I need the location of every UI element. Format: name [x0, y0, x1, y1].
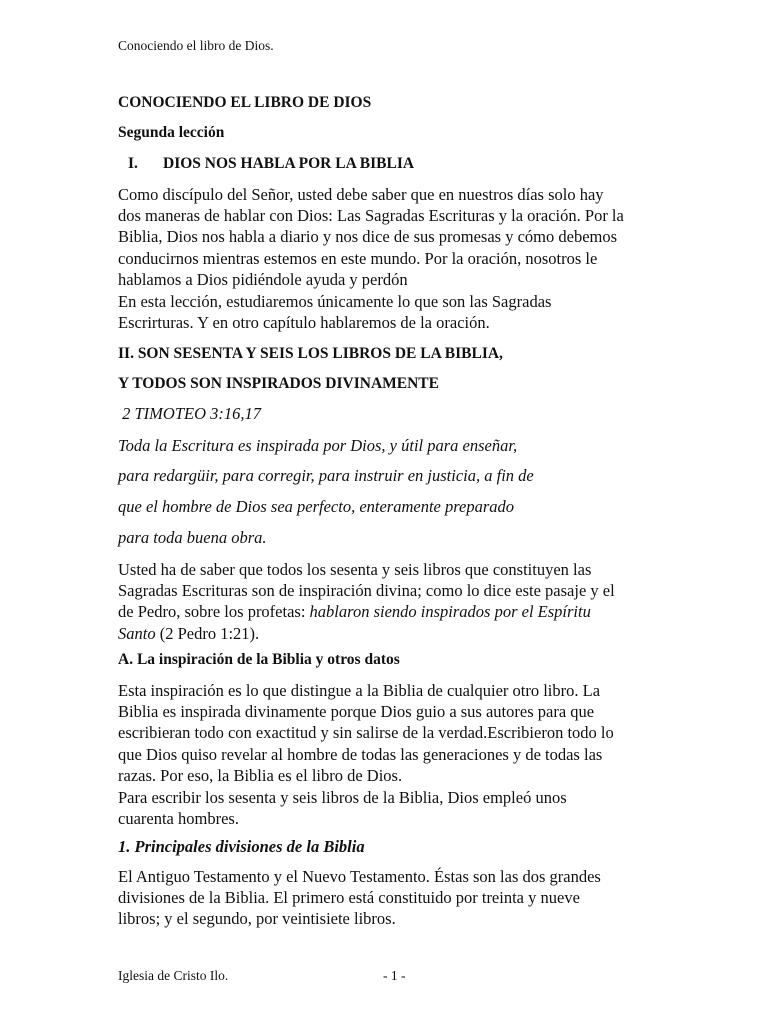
section-2-heading-line-1: II. SON SESENTA Y SEIS LOS LIBROS DE LA BIBLIA, [118, 345, 503, 362]
subsection-a-paragraph-1 [118, 680, 663, 786]
text-line: Para escribir los sesenta y seis libros de la Biblia, Dios empleó unos [118, 788, 567, 807]
text-line: dos maneras de hablar con Dios: Las Sagradas Escrituras y la oración. Por la [118, 206, 624, 226]
lesson-subtitle: Segunda lección [118, 124, 225, 141]
text-line: Biblia es inspirada divinamente porque Dios guio a sus autores para que [118, 702, 595, 722]
scripture-quote-line: para toda buena obra. [118, 528, 267, 547]
italic-quote-run: hablaron siendo inspirados por el Espíritu [309, 602, 591, 622]
document-title: CONOCIENDO EL LIBRO DE DIOS [118, 94, 372, 111]
text-line [118, 623, 663, 644]
section-2-heading-line-2: Y TODOS SON INSPIRADOS DIVINAMENTE [118, 375, 439, 392]
text-line: que Dios quiso revelar al hombre de todas las generaciones y de todas las [118, 744, 603, 764]
text-line: conducirnos mientras estemos en este mundo. Por la oración, nosotros le [118, 248, 598, 268]
text-line [118, 601, 663, 622]
citation-run: (2 Pedro 1:21). [155, 623, 260, 643]
text-line: En esta lección, estudiaremos únicamente lo que son las Sagradas [118, 292, 552, 311]
text-line: Como discípulo del Señor, usted debe saber que en nuestros días solo hay [118, 185, 604, 204]
text-line: cuarenta hombres. [118, 809, 239, 829]
text-line: Biblia, Dios nos habla a diario y nos dice de sus promesas y cómo debemos [118, 227, 618, 247]
text-line: Escrirturas. Y en otro capítulo hablaremos de la oración. [118, 313, 490, 333]
scripture-quote-line: Toda la Escritura es inspirada por Dios, y útil para enseñar, [118, 436, 518, 455]
text-line: divisiones de la Biblia. El primero está constituido por treinta y nueve [118, 888, 580, 908]
running-header: Conociendo el libro de Dios. [118, 38, 274, 53]
scripture-quote-line: para redargüir, para corregir, para instruir en justicia, a fin de [118, 466, 534, 485]
text-line: Sagradas Escrituras son de inspiración divina; como lo dice este pasaje y el [118, 581, 615, 601]
text-line: Esta inspiración es lo que distingue a la Biblia de cualquier otro libro. La [118, 681, 601, 700]
subsection-1-heading: 1. Principales divisiones de la Biblia [118, 837, 365, 856]
text-line: Usted ha de saber que todos los sesenta y seis libros que constituyen las [118, 560, 592, 579]
text-line: hablamos a Dios pidiéndole ayuda y perdón [118, 269, 408, 289]
subsection-1-paragraph [118, 866, 663, 930]
section-1-heading: DIOS NOS HABLA POR LA BIBLIA [163, 155, 415, 172]
text-line: escribieran todo con exactitud y sin salirse de la verdad.Escribieron todo lo [118, 723, 614, 743]
section-1-paragraph-2 [118, 291, 663, 333]
section-2-paragraph [118, 559, 663, 644]
footer-page-number: - 1 - [383, 968, 406, 983]
section-1-number: I. [128, 155, 138, 172]
subsection-a-heading: A. La inspiración de la Biblia y otros datos [118, 651, 400, 668]
italic-quote-run: Santo [118, 623, 156, 643]
subsection-a-paragraph-2 [118, 787, 663, 829]
text-line: El Antiguo Testamento y el Nuevo Testamento. Éstas son las dos grandes [118, 867, 601, 886]
scripture-quote-line: que el hombre de Dios sea perfecto, enteramente preparado [118, 497, 515, 516]
text-line: razas. Por eso, la Biblia es el libro de Dios. [118, 765, 403, 785]
scripture-reference: 2 TIMOTEO 3:16,17 [118, 404, 261, 423]
text-line: libros; y el segundo, por veintisiete libros. [118, 909, 396, 929]
footer-church-name: Iglesia de Cristo Ilo. [118, 968, 229, 983]
section-1-paragraph-1 [118, 184, 663, 290]
text-run: de Pedro, sobre los profetas: [118, 602, 310, 622]
